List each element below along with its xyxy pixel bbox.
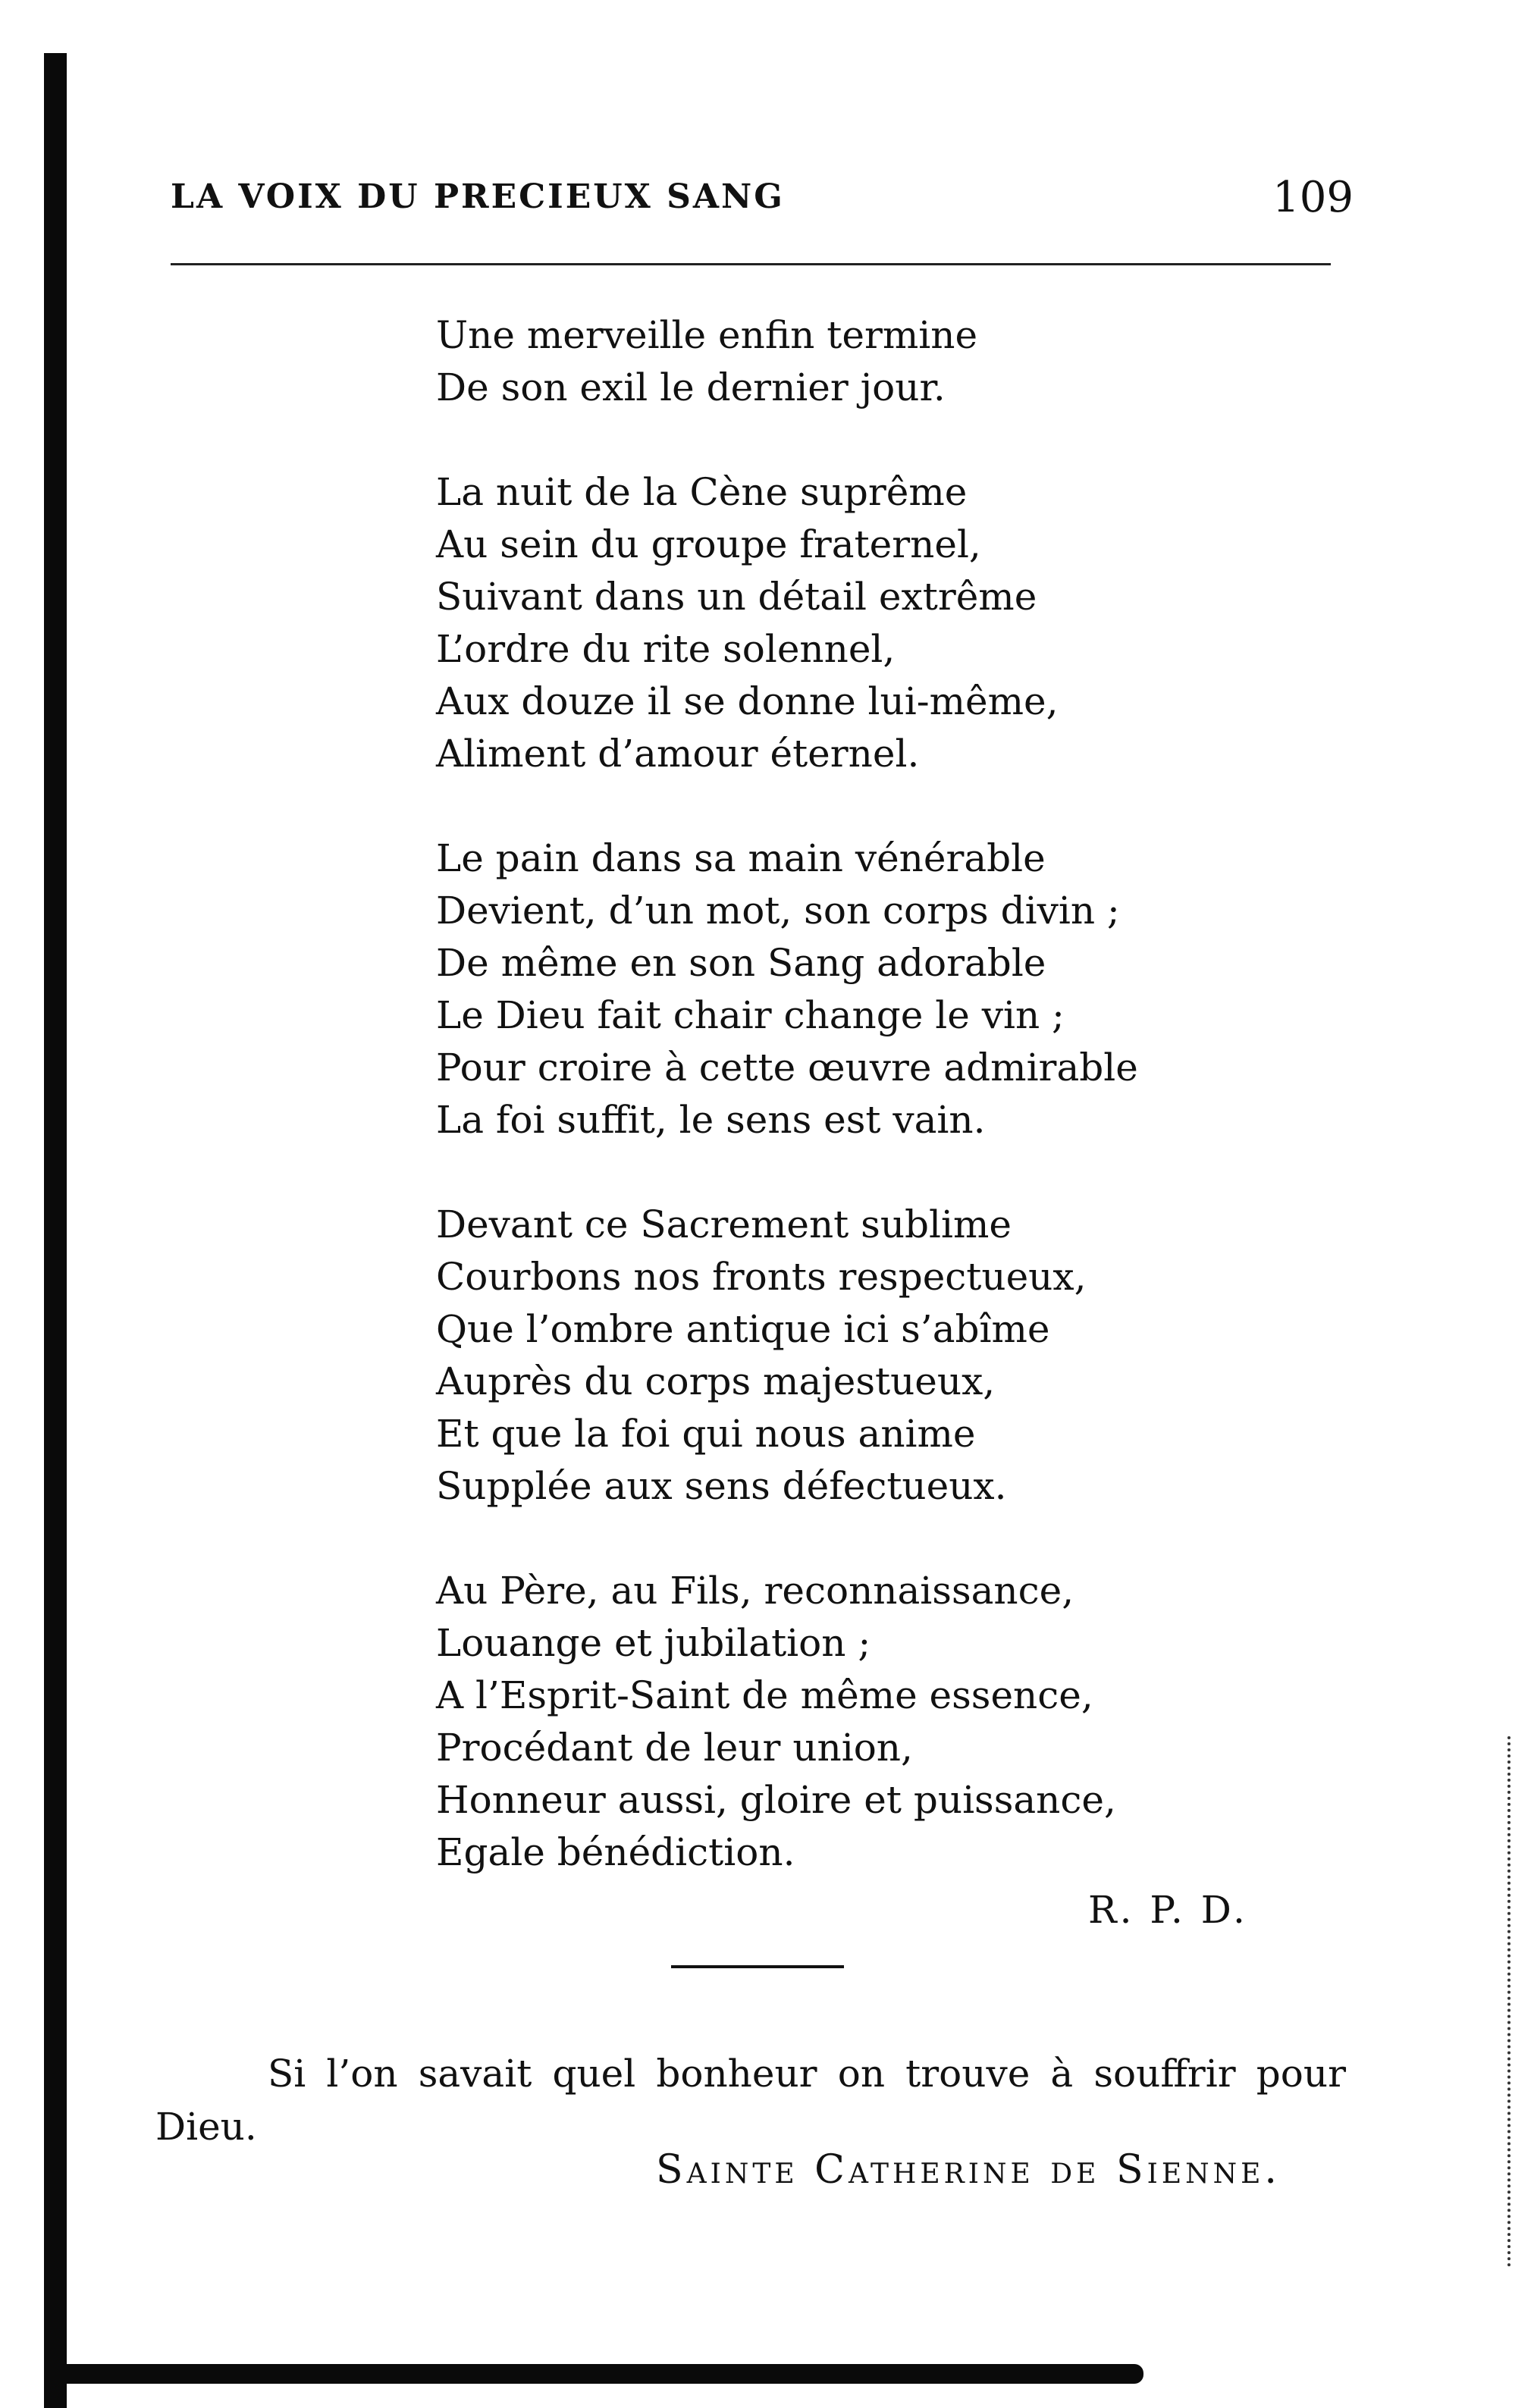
poem-line: Egale bénédiction. <box>436 1830 795 1874</box>
poem-line: Honneur aussi, gloire et puissance, <box>436 1778 1116 1822</box>
poem-line: Pour croire à cette œuvre admirable <box>436 1046 1138 1090</box>
running-title: LA VOIX DU PRECIEUX SANG <box>171 177 785 216</box>
poem-line: Aliment d’amour éternel. <box>436 732 920 776</box>
poem-line: Courbons nos fronts respectueux, <box>436 1255 1087 1299</box>
poem-line: De même en son Sang adorable <box>436 941 1046 985</box>
stanza <box>436 832 1346 1146</box>
poem-line: A l’Esprit-Saint de même essence, <box>436 1673 1093 1717</box>
quote <box>155 2047 1346 2153</box>
scan-binding-edge <box>44 53 67 2408</box>
page-number: 109 <box>1272 173 1354 222</box>
poem-line: Procédant de leur union, <box>436 1726 913 1770</box>
quote-attribution: Sainte Catherine de Sienne. <box>656 2147 1281 2193</box>
poem-line: Au Père, au Fils, reconnaissance, <box>436 1569 1074 1613</box>
quote-line: Si l’on savait quel bonheur on trouve à souffrir pour <box>268 2052 1346 2096</box>
stanza <box>436 309 1346 414</box>
stanza <box>436 466 1346 780</box>
poem <box>436 309 1346 1931</box>
header-rule <box>171 263 1331 265</box>
page-header <box>171 173 1354 234</box>
poem-line: De son exil le dernier jour. <box>436 365 946 409</box>
poem-line: Que l’ombre antique ici s’abîme <box>436 1307 1050 1351</box>
poem-line: L’ordre du rite solennel, <box>436 627 896 671</box>
poem-line: Suivant dans un détail extrême <box>436 575 1037 619</box>
poem-line: Et que la foi qui nous anime <box>436 1412 976 1456</box>
poem-line: Louange et jubilation ; <box>436 1621 871 1665</box>
poem-line: Aux douze il se donne lui-même, <box>436 679 1059 723</box>
poem-signature: R. P. D. <box>1088 1888 1248 1932</box>
poem-line: Auprès du corps majestueux, <box>436 1359 996 1403</box>
poem-line: Au sein du groupe fraternel, <box>436 522 981 566</box>
stanza <box>436 1199 1346 1513</box>
poem-line: Devient, d’un mot, son corps divin ; <box>436 889 1120 933</box>
stanza <box>436 1565 1346 1879</box>
scan-bottom-edge <box>44 2364 1143 2384</box>
poem-line: La nuit de la Cène suprême <box>436 470 968 514</box>
poem-line: Le pain dans sa main vénérable <box>436 836 1046 880</box>
poem-line: Supplée aux sens défectueux. <box>436 1464 1007 1508</box>
section-separator <box>671 1965 844 1968</box>
poem-line: La foi suffit, le sens est vain. <box>436 1098 986 1142</box>
quote-line: Dieu. <box>155 2105 257 2149</box>
poem-line: Une merveille enfin termine <box>436 313 978 357</box>
poem-line: Le Dieu fait chair change le vin ; <box>436 993 1065 1037</box>
scan-right-specks <box>1507 1736 1515 2267</box>
poem-line: Devant ce Sacrement sublime <box>436 1202 1012 1246</box>
